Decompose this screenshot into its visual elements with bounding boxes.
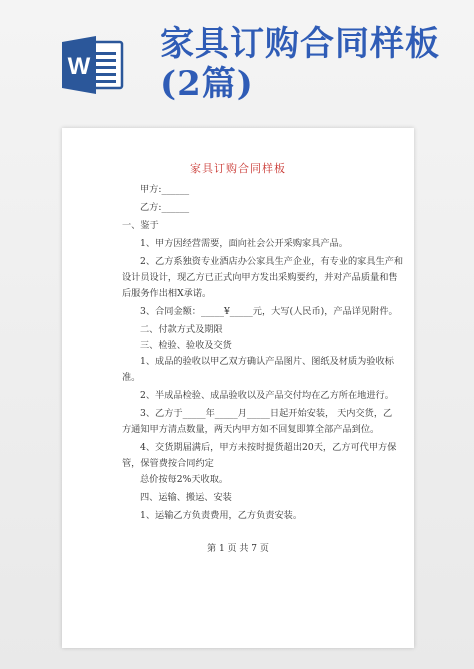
page-title (160, 24, 460, 104)
document-title: 家具订购合同样板 (190, 162, 286, 175)
page-number-footer: 第 1 页 共 7 页 (207, 544, 269, 554)
party-a-line: 甲方:______ (140, 184, 190, 195)
doc-line: 1、运输乙方负责费用，乙方负责安装。 (140, 510, 303, 521)
doc-line: 三、检验、验收及交货 (140, 340, 232, 351)
document-page (62, 128, 414, 648)
word-icon-letter: W (67, 53, 91, 80)
doc-line: 方通知甲方清点数量，两天内甲方如不回复即算全部产品到位。 (122, 424, 380, 435)
doc-line: 设计员设计，现乙方已正式向甲方发出采购要约，并对产品质量和售 (122, 272, 398, 283)
doc-line: 3、合同金额：_____¥_____元，大写(人民币)，产品详见附件。 (140, 306, 398, 317)
doc-line: 1、甲方因经营需要，面向社会公开采购家具产品。 (140, 238, 348, 249)
doc-line: 准。 (122, 372, 141, 383)
word-app-icon (62, 36, 124, 94)
doc-line: 二、付款方式及期限 (140, 324, 223, 335)
doc-line: 四、运输、搬运、安装 (140, 492, 232, 503)
party-b-line: 乙方:______ (140, 202, 190, 213)
header (0, 0, 474, 118)
page-title-line2: (2篇) (160, 64, 254, 104)
doc-line: 后服务作出相X承诺。 (122, 288, 212, 299)
doc-line: 4、交货期届满后，甲方未按时提货超出20天，乙方可代甲方保 (140, 442, 397, 453)
doc-line: 3、乙方于_____年_____月_____日起开始安装， 天内交货，乙 (140, 408, 393, 419)
doc-line: 2、乙方系独资专业酒店办公家具生产企业，有专业的家具生产和 (140, 256, 404, 267)
doc-line: 一、鉴于 (122, 220, 159, 231)
doc-line: 2、半成品检验、成品验收以及产品交付均在乙方所在地进行。 (140, 390, 394, 401)
doc-line: 1、成品的验收以甲乙双方确认产品图片、图纸及材质为验收标 (140, 356, 394, 367)
doc-line: 管，保管费按合同约定 (122, 458, 214, 469)
page-title-line1: 家具订购合同样板 (160, 24, 440, 64)
doc-line: 总价按每2%天收取。 (140, 474, 229, 485)
